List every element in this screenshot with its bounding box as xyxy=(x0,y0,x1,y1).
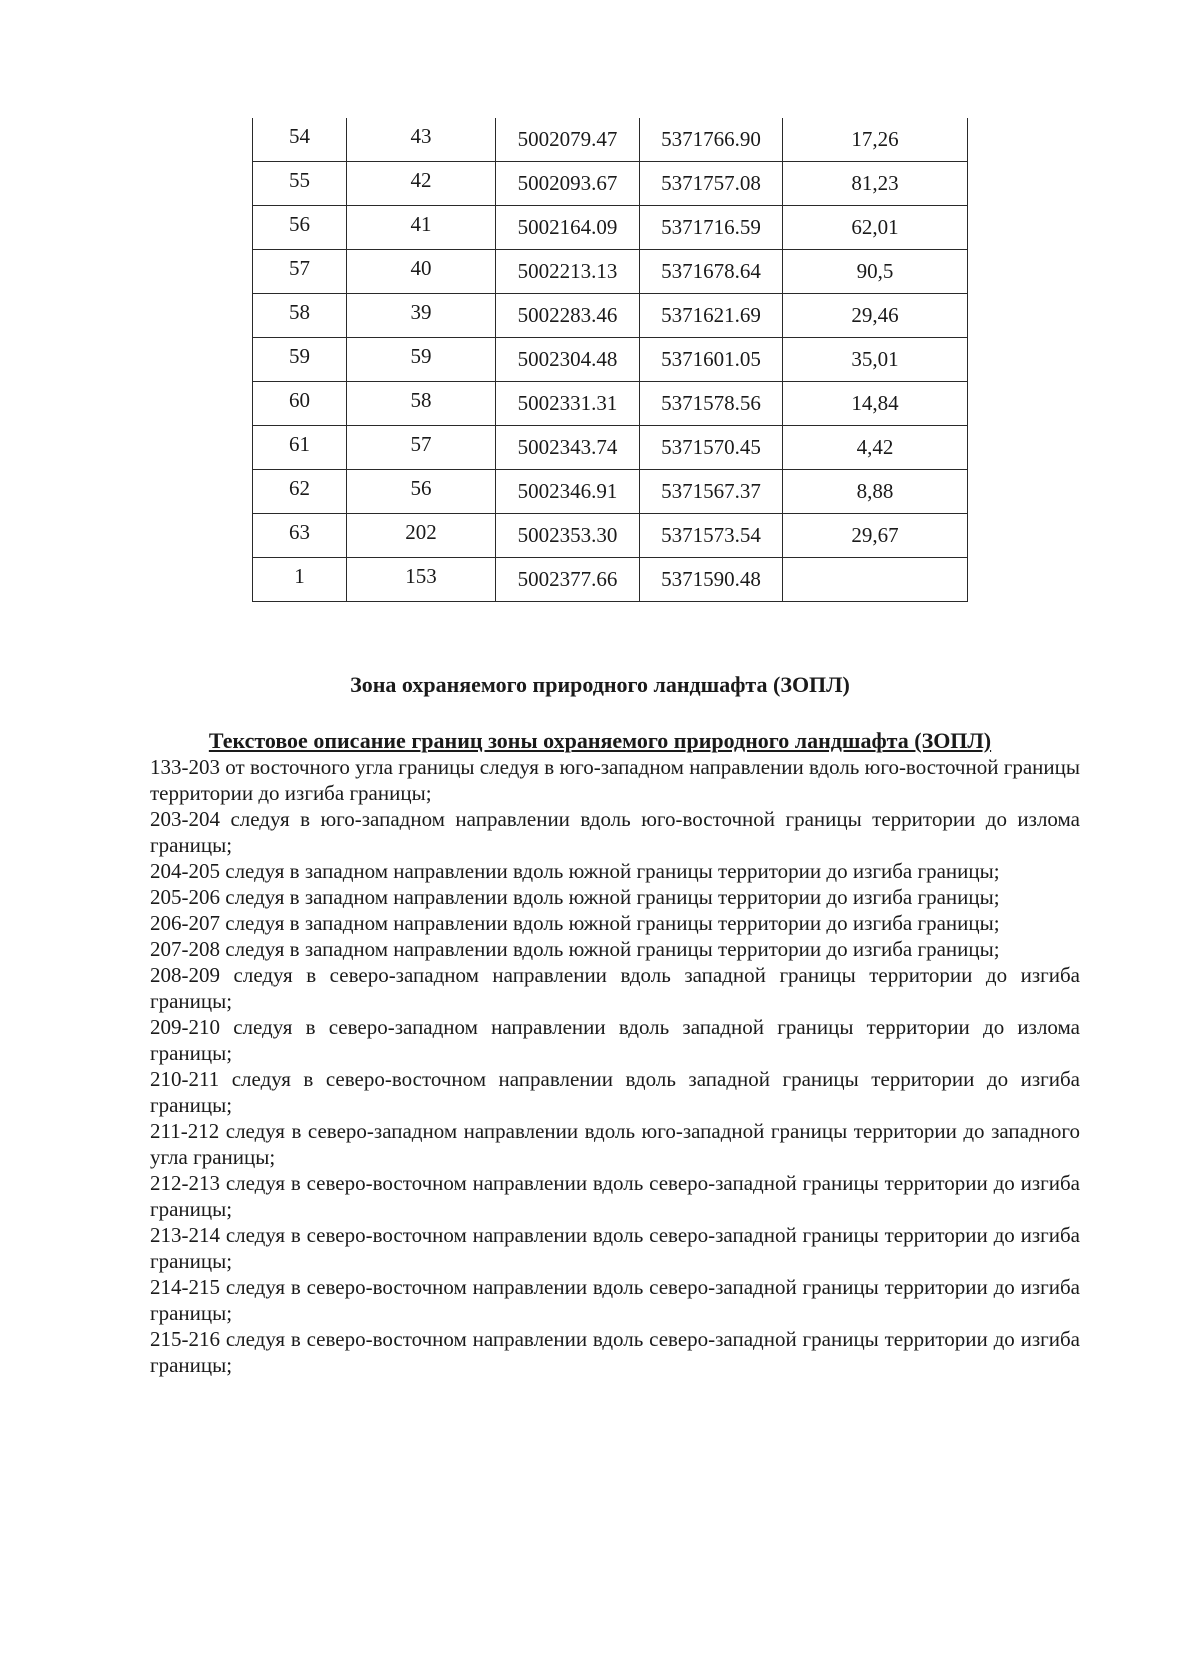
list-item: 208-209 следуя в северо-западном направлении вдоль западной границы территории до изгиба границы; xyxy=(150,963,1080,1013)
list-item: 214-215 следуя в северо-восточном направлении вдоль северо-западной границы территории до изгиба границы; xyxy=(150,1275,1080,1325)
x-coordinate-cell: 5002353.30 xyxy=(496,514,640,558)
list-item: 215-216 следуя в северо-восточном направлении вдоль северо-западной границы территории до изгиба границы; xyxy=(150,1327,1080,1377)
distance-cell: 14,84 xyxy=(783,382,968,426)
table-row xyxy=(253,426,968,470)
distance-cell: 4,42 xyxy=(783,426,968,470)
vertex-number-cell: 42 xyxy=(347,162,496,206)
vertex-number-cell: 58 xyxy=(347,382,496,426)
distance-cell: 29,46 xyxy=(783,294,968,338)
point-number-cell: 63 xyxy=(253,514,347,558)
list-item: 213-214 следуя в северо-восточном направлении вдоль северо-западной границы территории до изгиба границы; xyxy=(150,1223,1080,1273)
table-row xyxy=(253,294,968,338)
vertex-number-cell: 43 xyxy=(347,118,496,162)
table-row xyxy=(253,118,968,162)
coordinates-table xyxy=(252,118,968,602)
section-subtitle: Текстовое описание границ зоны охраняемого природного ландшафта (ЗОПЛ) xyxy=(208,728,992,753)
point-number-cell: 54 xyxy=(253,118,347,162)
distance-cell: 62,01 xyxy=(783,206,968,250)
vertex-number-cell: 57 xyxy=(347,426,496,470)
x-coordinate-cell: 5002377.66 xyxy=(496,558,640,602)
x-coordinate-cell: 5002164.09 xyxy=(496,206,640,250)
list-item: 204-205 следуя в западном направлении вдоль южной границы территории до изгиба границы; xyxy=(150,859,1000,883)
list-item: 133-203 от восточного угла границы следуя в юго-западном направлении вдоль юго-восточной границы территории до изгиба границы; xyxy=(150,755,1080,805)
table-row xyxy=(253,514,968,558)
distance-cell: 8,88 xyxy=(783,470,968,514)
table-row xyxy=(253,470,968,514)
distance-cell xyxy=(783,558,968,602)
section-title: Зона охраняемого природного ландшафта (ЗОПЛ) xyxy=(350,672,850,697)
list-item: 206-207 следуя в западном направлении вдоль южной границы территории до изгиба границы; xyxy=(150,911,1000,935)
y-coordinate-cell: 5371716.59 xyxy=(640,206,783,250)
distance-cell: 81,23 xyxy=(783,162,968,206)
table-row xyxy=(253,558,968,602)
list-item: 210-211 следуя в северо-восточном направлении вдоль западной границы территории до изгиба границы; xyxy=(150,1067,1080,1117)
vertex-number-cell: 153 xyxy=(347,558,496,602)
point-number-cell: 61 xyxy=(253,426,347,470)
point-number-cell: 60 xyxy=(253,382,347,426)
vertex-number-cell: 56 xyxy=(347,470,496,514)
list-item: 205-206 следуя в западном направлении вдоль южной границы территории до изгиба границы; xyxy=(150,885,1000,909)
y-coordinate-cell: 5371621.69 xyxy=(640,294,783,338)
list-item: 211-212 следуя в северо-западном направлении вдоль юго-западной границы территории до западного угла границы; xyxy=(150,1119,1080,1169)
x-coordinate-cell: 5002346.91 xyxy=(496,470,640,514)
y-coordinate-cell: 5371601.05 xyxy=(640,338,783,382)
list-item: 209-210 следуя в северо-западном направлении вдоль западной границы территории до излома границы; xyxy=(150,1015,1080,1065)
x-coordinate-cell: 5002304.48 xyxy=(496,338,640,382)
x-coordinate-cell: 5002331.31 xyxy=(496,382,640,426)
point-number-cell: 55 xyxy=(253,162,347,206)
list-item: 203-204 следуя в юго-западном направлении вдоль юго-восточной границы территории до излома границы; xyxy=(150,807,1080,857)
y-coordinate-cell: 5371678.64 xyxy=(640,250,783,294)
list-item: 207-208 следуя в западном направлении вдоль южной границы территории до изгиба границы; xyxy=(150,937,1000,961)
table-row xyxy=(253,162,968,206)
vertex-number-cell: 39 xyxy=(347,294,496,338)
table-row xyxy=(253,206,968,250)
distance-cell: 29,67 xyxy=(783,514,968,558)
x-coordinate-cell: 5002283.46 xyxy=(496,294,640,338)
y-coordinate-cell: 5371766.90 xyxy=(640,118,783,162)
table-row xyxy=(253,382,968,426)
x-coordinate-cell: 5002213.13 xyxy=(496,250,640,294)
vertex-number-cell: 202 xyxy=(347,514,496,558)
coordinates-table-body xyxy=(253,118,968,602)
list-item: 212-213 следуя в северо-восточном направлении вдоль северо-западной границы территории до изгиба границы; xyxy=(150,1171,1080,1221)
x-coordinate-cell: 5002093.67 xyxy=(496,162,640,206)
x-coordinate-cell: 5002079.47 xyxy=(496,118,640,162)
point-number-cell: 1 xyxy=(253,558,347,602)
y-coordinate-cell: 5371567.37 xyxy=(640,470,783,514)
distance-cell: 90,5 xyxy=(783,250,968,294)
point-number-cell: 57 xyxy=(253,250,347,294)
point-number-cell: 59 xyxy=(253,338,347,382)
vertex-number-cell: 41 xyxy=(347,206,496,250)
y-coordinate-cell: 5371578.56 xyxy=(640,382,783,426)
boundary-description-list xyxy=(150,754,1080,1378)
vertex-number-cell: 59 xyxy=(347,338,496,382)
y-coordinate-cell: 5371590.48 xyxy=(640,558,783,602)
point-number-cell: 58 xyxy=(253,294,347,338)
y-coordinate-cell: 5371570.45 xyxy=(640,426,783,470)
point-number-cell: 62 xyxy=(253,470,347,514)
table-row xyxy=(253,250,968,294)
y-coordinate-cell: 5371757.08 xyxy=(640,162,783,206)
distance-cell: 35,01 xyxy=(783,338,968,382)
x-coordinate-cell: 5002343.74 xyxy=(496,426,640,470)
vertex-number-cell: 40 xyxy=(347,250,496,294)
table-row xyxy=(253,338,968,382)
distance-cell: 17,26 xyxy=(783,118,968,162)
point-number-cell: 56 xyxy=(253,206,347,250)
y-coordinate-cell: 5371573.54 xyxy=(640,514,783,558)
